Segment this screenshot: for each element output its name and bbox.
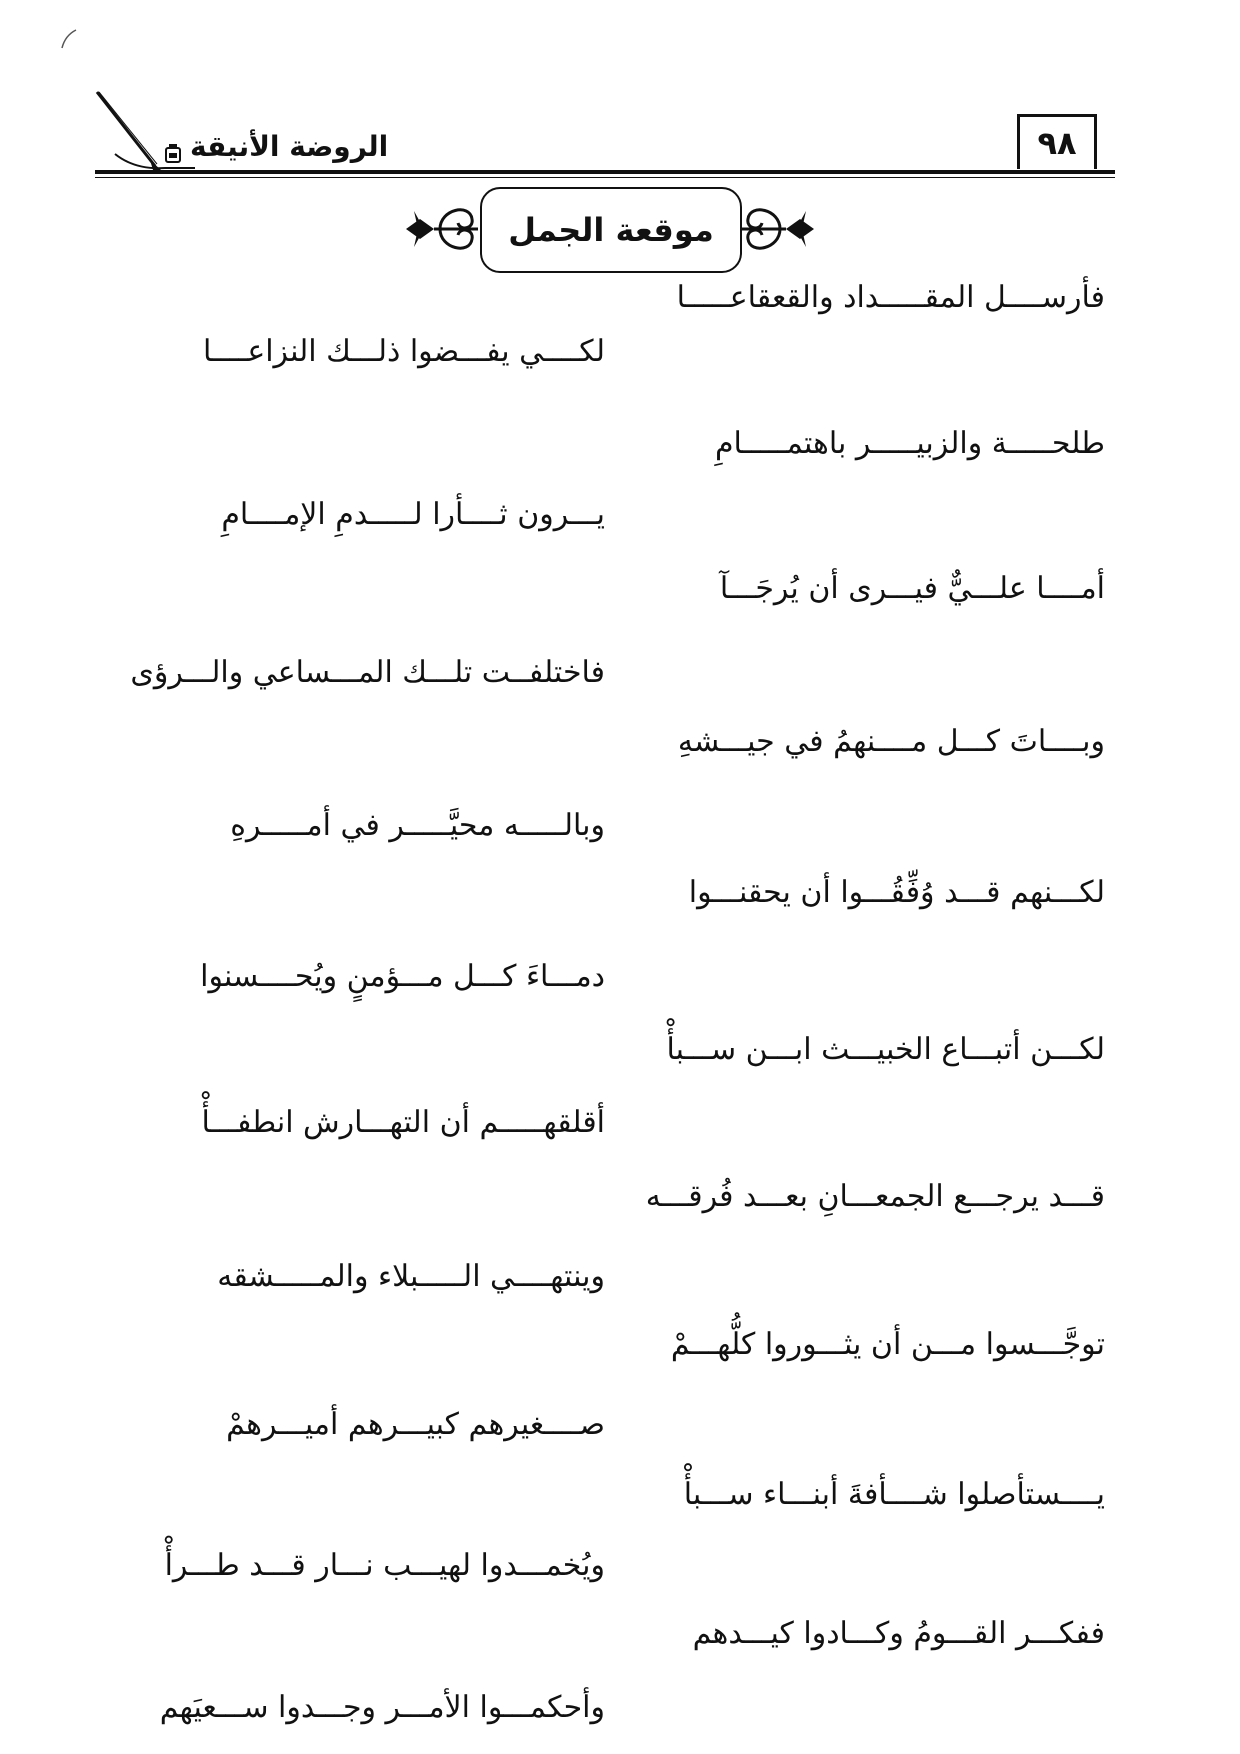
- verse-second-half: فاختلفــت تلـــك المـــساعي والـــرؤى: [130, 655, 605, 690]
- inkpot-icon: [163, 142, 183, 164]
- verse-first-half: قـــد يرجـــع الجمعـــانِ بعـــد فُرقـــه: [645, 1179, 1105, 1214]
- right-scroll-ornament-icon: [738, 189, 820, 269]
- section-title: موقعة الجمل: [480, 187, 742, 273]
- verse-first-half: توجَّـــسوا مـــن أن يثـــوروا كلُّهـــمْ: [670, 1327, 1105, 1362]
- header-rule-thin: [95, 177, 1115, 178]
- verse-second-half: صــــغيرهم كبيـــرهم أميـــرهمْ: [226, 1407, 605, 1442]
- verse-second-half: أقلقهـــــم أن التهـــارش انطفـــأْ: [201, 1105, 605, 1140]
- left-scroll-ornament-icon: [400, 189, 482, 269]
- verse-second-half: يـــرون ثــــأرا لـــــدمِ الإمــــامِ: [221, 497, 605, 532]
- verse-second-half: وبالـــــه محيَّـــــر في أمـــــرهِ: [230, 808, 605, 843]
- verse-first-half: لكـــن أتبـــاع الخبيـــث ابـــن ســـبأْ: [666, 1032, 1105, 1067]
- verse-second-half: دمـــاءَ كـــل مـــؤمنٍ ويُحــــسنوا: [200, 959, 605, 994]
- page-header: [95, 100, 1115, 180]
- section-title-frame: [400, 185, 820, 275]
- quill-pen-icon: [95, 90, 195, 180]
- verse-first-half: يــــستأصلوا شــــأفةَ أبنـــاء ســـبأْ: [683, 1477, 1105, 1512]
- verse-first-half: لكـــنهم قـــد وُفِّقُـــوا أن يحقنـــوا: [688, 875, 1105, 910]
- verse-first-half: طلحـــــة والزبيـــــر باهتمـــــامِ: [714, 426, 1105, 461]
- verse-second-half: وأحكمـــوا الأمـــر وجـــدوا ســـعيَهم: [159, 1690, 605, 1725]
- verse-first-half: أمــــا علـــيٌّ فيـــرى أن يُرجَـــآ: [719, 571, 1105, 606]
- verse-first-half: فأرســــل المقـــــداد والقعقاعـــــا: [676, 280, 1105, 315]
- page-number: ٩٨: [1017, 114, 1097, 169]
- verse-first-half: ففكـــر القـــومُ وكـــادوا كيـــدهم: [692, 1616, 1105, 1651]
- verse-first-half: وبــــاتَ كـــل مــــنهمُ في جيـــشهِ: [677, 724, 1105, 759]
- verse-second-half: لكــــي يفـــضوا ذلـــك النزاعــــا: [203, 334, 605, 369]
- header-rule-thick: [95, 170, 1115, 174]
- book-title: الروضة الأنيقة: [190, 130, 389, 163]
- verse-second-half: ويُخمـــدوا لهيـــب نـــار قـــد طـــرأْ: [164, 1548, 605, 1583]
- verse-second-half: وينتهــــي الـــــبلاء والمـــــشقه: [217, 1259, 605, 1294]
- pen-stroke-mark: [58, 28, 80, 50]
